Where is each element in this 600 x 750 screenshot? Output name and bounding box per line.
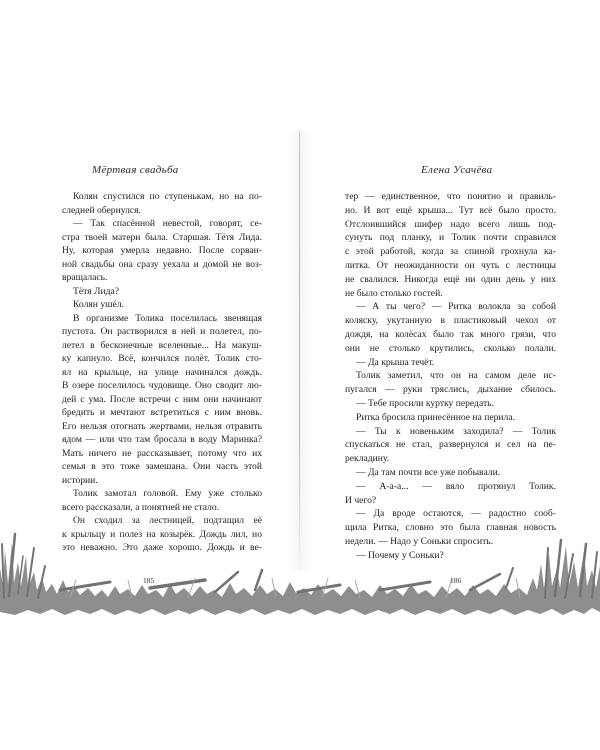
gutter-shadow — [288, 130, 312, 570]
text-line: семья в это тоже замешана. Они часть этой — [62, 461, 262, 472]
left-page-number: 185 — [143, 576, 155, 585]
text-line: — А ты чего? — Ритка волокла за собой — [356, 301, 556, 313]
right-page-text — [345, 190, 556, 563]
text-line: Колян ушёл. — [73, 299, 124, 310]
text-line: Отслоившийся шифер надо всего лишь под- — [345, 218, 556, 230]
text-line: летел в бесконечные вселенные... На макуш- — [62, 339, 262, 351]
text-line: стра твоей матери была. Старшая. Тётя Лида. — [62, 231, 262, 243]
text-line: это неважно. Это даже хорошо. Дождь и ве- — [62, 542, 262, 553]
left-running-head: Мёртвая свадьба — [92, 164, 179, 176]
text-line: вращалась. — [62, 272, 108, 283]
text-line: Ну, которая умерла недавно. После сорван- — [62, 245, 262, 256]
text-line: не свалился. Никогда ещё ни один день у них — [345, 273, 556, 285]
text-line: — Да крыша течёт. — [356, 356, 435, 368]
text-line: Мать ничего не рассказывает, потому что их — [62, 447, 262, 459]
text-line: В озере поселилось чудовище. Оно сводит лю- — [62, 380, 262, 391]
text-line: Толик заметил, что он на самом деле ис- — [356, 370, 556, 382]
text-line: — Да там почти все уже побывали. — [356, 466, 501, 478]
text-line: всего рассказали, а понятней не стало. — [62, 501, 220, 513]
text-line: Он сходил за лестницей, подтащил её — [73, 515, 262, 526]
text-line: следней обернулся. — [62, 204, 141, 216]
text-line: ку капнуло. Всё, кончился полёт. Толик сто- — [62, 353, 262, 364]
text-line: коляску, укутанную в пластиковый чехол от — [345, 315, 556, 327]
text-line: — Почему у Соньки? — [356, 549, 444, 561]
text-line: не было столько гостей. — [345, 287, 443, 299]
text-line: — Ты к новеньким заходила? — Толик — [356, 425, 556, 437]
text-line: сунуть под планку, и Толик почти справился — [345, 232, 556, 244]
text-line: — Так спасённой невестой, говорят, се- — [73, 218, 262, 229]
text-line: пустота. Он растворился в ней и полетел, по- — [62, 326, 262, 337]
text-line: тер — единственное, что понятно и правиль- — [345, 191, 556, 202]
text-line: пугался — руки тряслись, дыхание сбилось. — [345, 384, 556, 396]
text-line: они не столько крутились, сколько полали. — [345, 342, 556, 354]
broken-reeds — [2, 534, 597, 598]
text-line: бредить и мечтают встретиться с ним вновь. — [62, 407, 262, 418]
left-page-text — [62, 190, 262, 555]
grass-silhouette — [0, 528, 600, 618]
text-line: ял на крыльце, на улице начинался дождь. — [62, 366, 262, 378]
text-line: с этой работой, когда за спиной грохнула ка- — [345, 246, 556, 258]
text-line: — Тебе просили куртку передать. — [356, 397, 494, 409]
text-line: — А-а-а... — вяло протянул Толик. — [356, 480, 556, 492]
text-line: Ритка бросила принесённое на перила. — [356, 411, 515, 423]
text-line: ной свадьбы она сразу уехала и домой не воз- — [62, 258, 262, 270]
text-line: ядом — или что там бросала в воду Маринка? — [62, 434, 262, 445]
text-line: Тётя Лида? — [73, 285, 120, 297]
text-line: дей с ума. После встречи с ним они начинают — [62, 393, 262, 405]
text-line: дождя, на колёсах было так много грязи, что — [345, 328, 556, 340]
text-line: — Да вроде остаются, — радостно сооб- — [356, 508, 556, 520]
text-line: И чего? — [345, 494, 377, 506]
text-line: спускаться не стал, развернулся и сел на пе- — [345, 439, 556, 451]
text-line: В организме Толика поселилась звенящая — [73, 312, 262, 324]
text-line: Толик замотал головой. Ему уже столько — [73, 488, 262, 499]
text-line: литка. От неожиданности он чуть с лестницы — [345, 259, 556, 271]
text-line: к крыльцу и полез на козырёк. Дождь лил, но — [62, 528, 262, 540]
text-line: но. И вот ещё крыша... Тут всё было просто. — [345, 204, 556, 216]
text-line: истории. — [62, 474, 98, 486]
text-line: рекладину. — [345, 453, 390, 465]
text-line: Колян спустился по ступенькам, но на по- — [73, 191, 262, 202]
text-line: щила Ритка, словно это была главная новость — [345, 522, 556, 534]
text-line: Его нельзя отогнать жертвами, нельзя отравить — [62, 420, 262, 432]
text-line: недели. — Надо у Соньки спросить. — [345, 535, 494, 547]
book-gutter — [299, 132, 300, 562]
right-page-number: 186 — [450, 576, 462, 585]
right-running-head: Елена Усачёва — [421, 164, 493, 176]
